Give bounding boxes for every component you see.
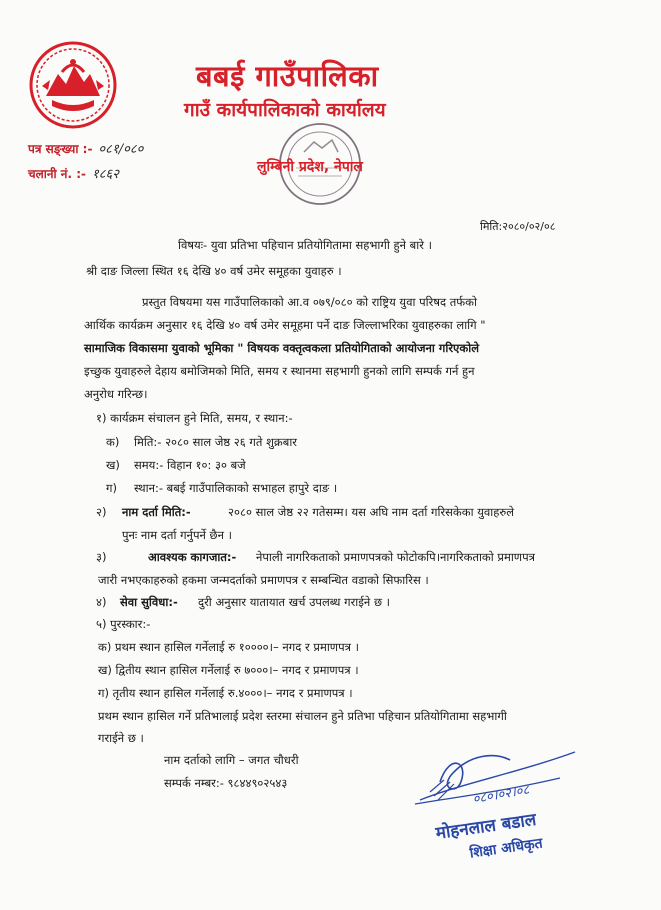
prize-second: ख) द्वितीय स्थान हासिल गर्नेलाई रु ७०००।– नगद र प्रमाणपत्र ।	[98, 663, 359, 677]
signatory-role: शिक्षा अधिकृत	[468, 835, 544, 862]
item3-label: ३)	[96, 550, 107, 564]
contact-phone: सम्पर्क नम्बर:- ९८४४९०२५४३	[164, 776, 288, 790]
letter-recipient: श्री दाङ जिल्ला स्थित १६ देखि ४० वर्ष उमेर समूहका युवाहरु ।	[86, 264, 342, 278]
ref-value: ०८१/०८०	[98, 142, 144, 157]
item1-b-label: ख)	[106, 458, 120, 472]
item2-text: २०८० साल जेष्ठ २२ गतेसम्म। यस अघि नाम दर्ता गरिसकेका युवाहरुले	[228, 505, 515, 519]
ref-number-row	[28, 139, 143, 157]
item1-a-label: क)	[106, 435, 120, 449]
item1-c: स्थान:- बबई गाउँपालिकाको सभाहल हापुरे दाङ ।	[134, 481, 338, 495]
office-name: गाउँ कार्यपालिकाको कार्यालय	[184, 99, 386, 121]
municipality-name: बबई गाउँपालिका	[196, 59, 379, 93]
intro-line-5: अनुरोध गरिन्छ।	[84, 387, 148, 401]
item1-a: मिति:- २०८० साल जेष्ठ २६ गते शुक्रबार	[134, 435, 298, 449]
item5-title: ५) पुरस्कार:-	[96, 617, 151, 631]
item2-title: नाम दर्ता मिति:-	[122, 505, 191, 519]
dispatch-number-row	[28, 164, 119, 182]
letter-date: मिति:२०८०/०२/०८	[480, 220, 556, 233]
province-name: लुम्बिनी प्रदेश, नेपाल	[257, 159, 363, 175]
item3-text-2: जारी नभएकाहरुको हकमा जन्मदर्ताको प्रमाणपत्र र सम्बन्धित वडाको सिफारिस ।	[98, 573, 429, 587]
item3-title: आवश्यक कागजात:-	[148, 550, 237, 564]
intro-line-1: प्रस्तुत विषयमा यस गाउँपालिकाको आ.व ०७९/०८० को राष्ट्रिय युवा परिषद तर्फको	[142, 295, 477, 309]
closing-line-1: प्रथम स्थान हासिल गर्ने प्रतिभालाई प्रदेश स्तरमा संचालन हुने प्रतिभा पहिचान प्रतियोगितामा सहभागी	[98, 709, 507, 723]
contact-name: नाम दर्ताको लागि – जगत चौधरी	[164, 753, 299, 767]
item3-text: नेपाली नागरिकताको प्रमाणपत्रको फोटोकपि।नागरिकताको प्रमाणपत्र	[256, 550, 535, 564]
letter-subject: विषयः- युवा प्रतिभा पहिचान प्रतियोगितामा सहभागी हुने बारे ।	[178, 238, 432, 252]
signatory-name: मोहनलाल बडाल	[434, 809, 538, 844]
prize-third: ग) तृतीय स्थान हासिल गर्नेलाई रु.४०००।– नगद र प्रमाणपत्र ।	[98, 686, 353, 700]
item4-text: दुरी अनुसार यातायात खर्च उपलब्ध गराईने छ ।	[198, 595, 391, 609]
closing-line-2: गराईने छ ।	[98, 731, 144, 745]
prize-first: क) प्रथम स्थान हासिल गर्नेलाई रु १००००।– नगद र प्रमाणपत्र ।	[98, 640, 360, 654]
ref-label: पत्र सङ्ख्या :-	[28, 142, 93, 156]
intro-line-4: इच्छुक युवाहरुले देहाय बमोजिमको मिति, समय र स्थानमा सहभागी हुनको लागि सम्पर्क गर्न हुन	[84, 364, 475, 378]
intro-line-3: सामाजिक विकासमा युवाको भूमिका " विषयक वक्तृत्वकला प्रतियोगिताको आयोजना गरिएकोले	[84, 341, 480, 355]
signature-date: ०८०।०२।०८	[471, 782, 531, 808]
nepal-emblem-logo	[28, 40, 118, 130]
signature-stamp	[400, 722, 600, 872]
intro-line-2: आर्थिक कार्यक्रम अनुसार १६ देखि ४० वर्ष उमेर समूहमा पर्ने दाङ जिल्लाभरिका युवाहरुका लागि "	[84, 318, 486, 332]
item4-title: सेवा सुविधा:-	[120, 595, 178, 609]
item2-label: २)	[96, 505, 107, 519]
item1-c-label: ग)	[106, 481, 117, 495]
item1-title: १) कार्यक्रम संचालन हुने मिति, समय, र स्थान:-	[96, 411, 293, 425]
item2-text-2: पुनः नाम दर्ता गर्नुपर्ने छैन ।	[122, 528, 232, 542]
item1-b: समय:- विहान १०: ३० बजे	[134, 458, 246, 472]
item4-label: ४)	[96, 595, 107, 609]
dispatch-value: १८६२	[92, 167, 120, 182]
dispatch-label: चलानी नं. :-	[28, 167, 86, 181]
